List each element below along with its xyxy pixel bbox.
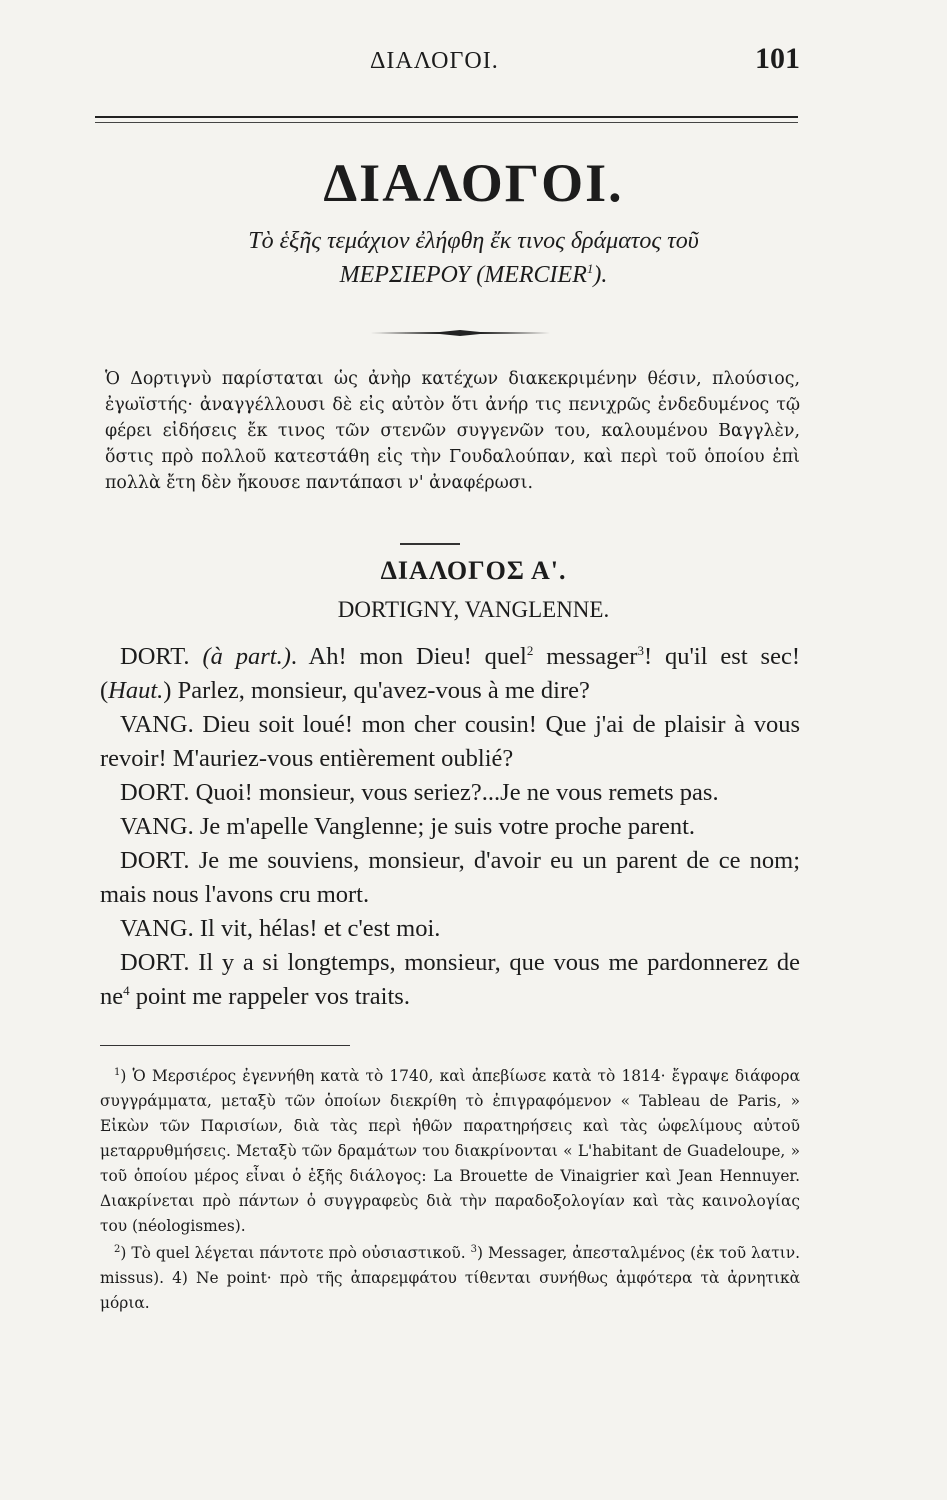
footnote-rule	[100, 1045, 350, 1046]
line-text: Dieu soit loué! mon cher cousin! Que j'ai de plaisir à vous revoir! M'auriez-vous entièrement oublié?	[100, 711, 800, 772]
dialog-heading: ΔΙΑΛΟΓΟΣ Α'.	[380, 556, 567, 585]
footnote-mark: 1	[114, 1066, 121, 1078]
footnotes	[100, 1064, 800, 1318]
line-text: Je me souviens, monsieur, d'avoir eu un parent de ce nom; mais nous l'avons cru mort.	[100, 847, 800, 908]
footnote-mark: 3	[470, 1243, 477, 1255]
chapter-title: ΔΙΑΛΟΓΟΙ.	[323, 153, 624, 213]
section-rule	[400, 543, 460, 545]
footnote-1	[100, 1064, 800, 1239]
line-text: Quoi! monsieur, vous seriez?...Je ne vous remets pas.	[195, 779, 719, 806]
stage-direction: (à part.)	[202, 643, 291, 670]
ornament-divider	[370, 330, 550, 336]
speaker: VANG.	[120, 915, 194, 942]
line-text: Il y a si longtemps, monsieur, que vous me pardonnerez de ne	[100, 949, 800, 1010]
line-text: ) Parlez, monsieur, qu'avez-vous à me dire?	[163, 677, 590, 704]
line-text: point me rappeler vos traits.	[129, 983, 410, 1010]
speaker: DORT.	[120, 643, 190, 670]
header-rule	[95, 116, 798, 118]
dialogue	[100, 640, 800, 1014]
stage-direction: Haut.	[108, 677, 164, 704]
footnote-ref-1: 1	[586, 261, 594, 276]
dialogue-line	[100, 844, 800, 912]
subtitle-line-1: Τὸ ἑξῆς τεμάχιον ἐλήφθη ἔκ τινος δράματος τοῦ	[248, 228, 699, 254]
footnote-ref-3: 3	[637, 642, 644, 658]
line-text: . Ah! mon Dieu! quel	[290, 643, 527, 670]
line-text: Il vit, hélas! et c'est moi.	[199, 915, 441, 942]
running-title: ΔΙΑΛΟΓΟΙ.	[370, 48, 499, 74]
speaker: DORT.	[120, 779, 190, 806]
subtitle-line-2	[0, 262, 947, 289]
dialogue-line	[100, 708, 800, 776]
dialogue-line	[100, 810, 800, 844]
running-head	[100, 42, 800, 88]
speaker: DORT.	[120, 847, 190, 874]
characters-list: DORTIGNY, VANGLENNE.	[337, 597, 610, 622]
dialogue-line	[100, 912, 800, 946]
footnote-text: ) Ὁ Μερσιέρος ἐγεννήθη κατὰ τὸ 1740, καὶ ἀπεβίωσε κατὰ τὸ 1814· ἔγραψε διάφορα συγγράμματα, μεταξὺ τῶν ὁποίων διεκρίθη τὸ ἐπιγραφόμενον « Tableau de Paris, » Εἰκὼν τῶν Παρισίων, διὰ τὰς περὶ ἠθῶν παρατηρήσεις καὶ τὰς ὠφελίμους αὐτοῦ μεταρρυθμήσεις. Μεταξὺ τῶν δραμάτων του διακρίνονται « L'habitant de Guadeloupe, » τοῦ ὁποίου μέρος εἶναι ὁ ἑξῆς διάλογος: La Brouette de Vinaigrier καὶ Jean Hennuyer. Διακρίνεται πρὸ πάντων ὁ συγγραφεὺς διὰ τὴν παραδοξολογίαν καὶ τὰς καινολογίας του (néologismes).	[100, 1067, 800, 1235]
line-text: ! qu'il est sec! (	[100, 643, 800, 704]
footnote-2-3	[100, 1241, 800, 1316]
footnote-mark: 2	[114, 1243, 121, 1255]
subtitle-author: ΜΕΡΣΙΕΡΟΥ (MERCIER	[339, 262, 587, 288]
footnote-text: 4) Ne point· πρὸ τῆς ἀπαρεμφάτου τίθενται συνήθως ἀμφότερα τὰ ἀρνητικὰ μόρια.	[100, 1269, 800, 1312]
header-rule-thin	[95, 122, 798, 123]
line-text: messager	[533, 643, 638, 670]
speaker: VANG.	[120, 711, 194, 738]
subtitle-end: ).	[593, 262, 608, 288]
footnote-ref-2: 2	[526, 642, 534, 658]
footnote-ref-4: 4	[123, 982, 130, 998]
dialogue-line	[100, 640, 800, 708]
line-text: Je m'apelle Vanglenne; je suis votre proche parent.	[199, 813, 696, 840]
speaker: VANG.	[120, 813, 194, 840]
page-number: 101	[755, 42, 800, 75]
dialogue-line	[100, 776, 800, 810]
footnote-text: ) Messager, ἀπεσταλμένος (ἐκ τοῦ λατιν. missus).	[100, 1244, 800, 1287]
footnote-text: ) Τὸ quel λέγεται πάντοτε πρὸ οὐσιαστικοῦ.	[120, 1244, 466, 1262]
speaker: DORT.	[120, 949, 190, 976]
intro-paragraph: Ὁ Δορτιγνὺ παρίσταται ὡς ἀνὴρ κατέχων διακεκριμένην θέσιν, πλούσιος, ἐγωϊστής· ἀναγγέλλουσι δὲ εἰς αὐτὸν ὅτι ἀνήρ τις πενιχρῶς ἐνδεδυμένος τῷ φέρει εἰδήσεις ἔκ τινος τῶν στενῶν συγγενῶν του, καλουμένου Βαγγλὲν, ὅστις πρὸ πολλοῦ κατεστάθη εἰς τὴν Γουδαλούπαν, καὶ περὶ τοῦ ὁποίου ἐπὶ πολλὰ ἔτη δὲν ἤκουσε παντάπασι ν' ἀναφέρωσι.	[105, 369, 800, 493]
dialogue-line	[100, 946, 800, 1014]
